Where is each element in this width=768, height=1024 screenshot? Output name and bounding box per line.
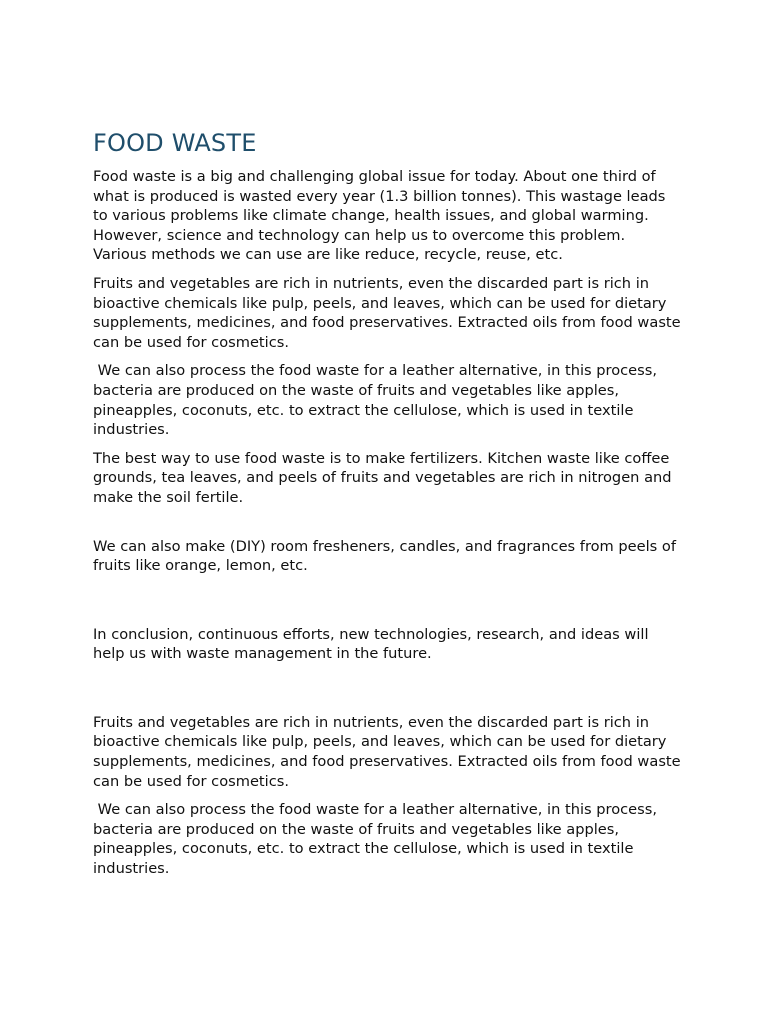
document-body — [93, 127, 686, 879]
paragraph-leather-alternative-repeat: We can also process the food waste for a leather alternative, in this process, bacteria are produced on the waste of fruits and vegetables like apples, pineapples, coconuts, etc. to extract the cellulose, which is used in textile industries. — [93, 801, 662, 878]
paragraph-fertilizers: The best way to use food waste is to make fertilizers. Kitchen waste like coffee grounds, tea leaves, and peels of fruits and vegetables are rich in nitrogen and make the soil fertile. — [93, 449, 677, 506]
paragraph-nutrients-repeat: Fruits and vegetables are rich in nutrients, even the discarded part is rich in bioactive chemicals like pulp, peels, and leaves, which can be used for dietary supplements, medicines, and food preservatives. Extracted oils from food waste can be used for cosmetics. — [93, 713, 686, 790]
paragraph-intro: Food waste is a big and challenging global issue for today. About one third of what is produced is wasted every year (1.3 billion tonnes). This wastage leads to various problems like climate change, health issues, and global warming. However, science and technology can help us to overcome this problem. Various methods we can use are like reduce, recycle, reuse, etc. — [93, 168, 671, 264]
paragraph-nutrients: Fruits and vegetables are rich in nutrients, even the discarded part is rich in bioactive chemicals like pulp, peels, and leaves, which can be used for dietary supplements, medicines, and food preservatives. Extracted oils from food waste can be used for cosmetics. — [93, 274, 686, 351]
paragraph-diy: We can also make (DIY) room fresheners, candles, and fragrances from peels of fruits like orange, lemon, etc. — [93, 537, 681, 575]
paragraph-leather-alternative: We can also process the food waste for a leather alternative, in this process, bacteria are produced on the waste of fruits and vegetables like apples, pineapples, coconuts, etc. to extract the cellulose, which is used in textile industries. — [93, 362, 662, 439]
paragraph-conclusion: In conclusion, continuous efforts, new technologies, research, and ideas will help us with waste management in the future. — [93, 625, 654, 663]
document-title: FOOD WASTE — [93, 129, 257, 157]
